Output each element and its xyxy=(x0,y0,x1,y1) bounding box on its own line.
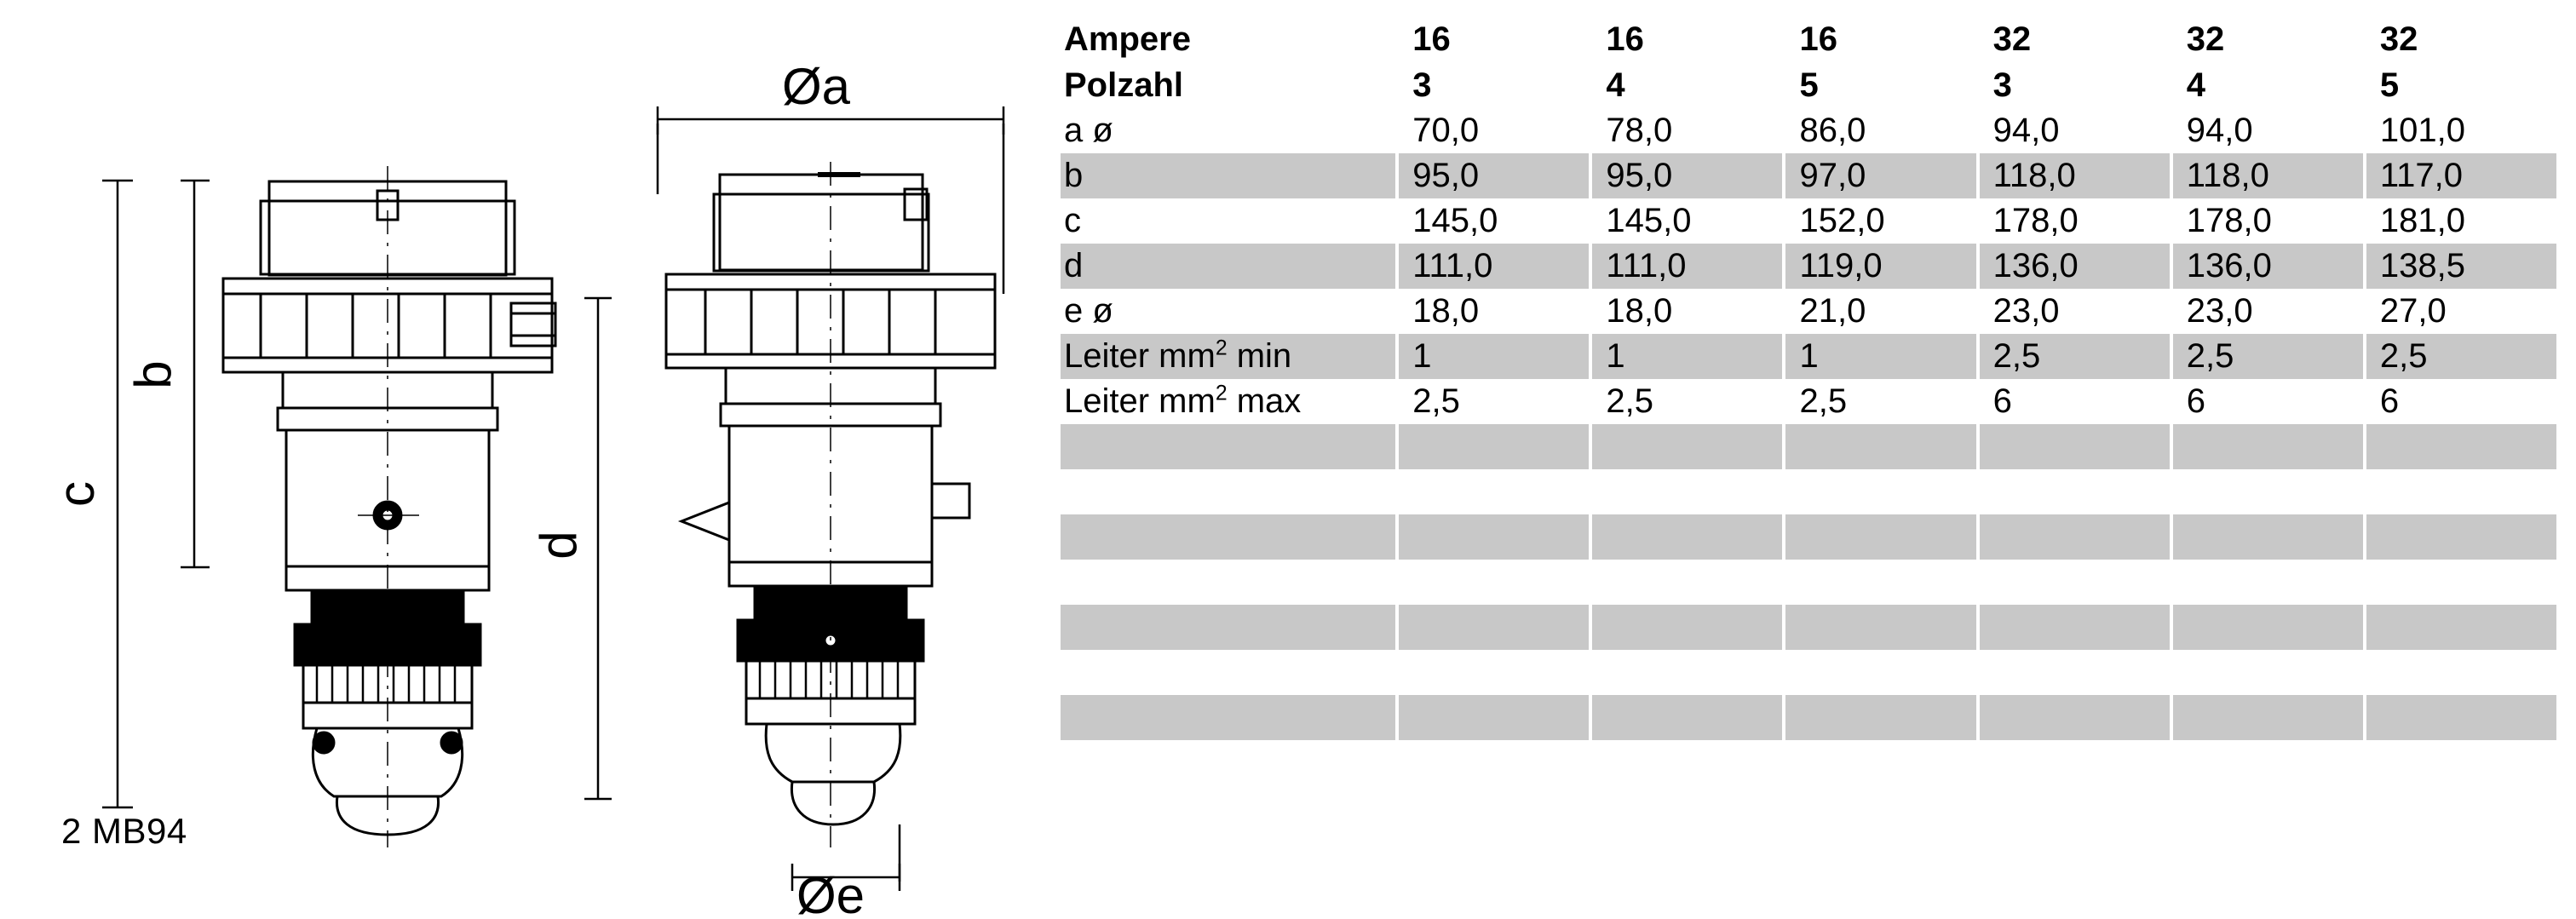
cell xyxy=(1784,424,1977,469)
cell xyxy=(2365,560,2558,605)
cell xyxy=(1978,469,2171,514)
cell: 2,5 xyxy=(2171,334,2365,379)
label-dimension-d: d xyxy=(530,531,587,560)
row-label: e ø xyxy=(1061,289,1397,334)
cell: 2,5 xyxy=(1590,379,1784,424)
cell xyxy=(1978,424,2171,469)
cell: 1 xyxy=(1784,334,1977,379)
row-label-text: Leiter $mm^2$ min xyxy=(1064,336,1292,375)
table-row xyxy=(1061,514,2558,560)
cell: 145,0 xyxy=(1397,198,1590,244)
row-label xyxy=(1061,469,1397,514)
row-label: b xyxy=(1061,153,1397,198)
table-row xyxy=(1061,153,2558,198)
row-label: a ø xyxy=(1061,108,1397,153)
cell xyxy=(2365,424,2558,469)
label-dimension-a: Øa xyxy=(781,58,851,115)
cell xyxy=(1397,650,1590,695)
cell xyxy=(1978,514,2171,560)
cell: 18,0 xyxy=(1397,289,1590,334)
table-row xyxy=(1061,108,2558,153)
cell: 78,0 xyxy=(1590,108,1784,153)
cell: 16 xyxy=(1784,15,1977,63)
row-label: d xyxy=(1061,244,1397,289)
cell: 3 xyxy=(1978,63,2171,108)
row-label xyxy=(1061,514,1397,560)
cell: 21,0 xyxy=(1784,289,1977,334)
cell: 27,0 xyxy=(2365,289,2558,334)
cell: 2,5 xyxy=(1397,379,1590,424)
cell: 94,0 xyxy=(2171,108,2365,153)
cell: 32 xyxy=(1978,15,2171,63)
dimension-c xyxy=(102,181,256,807)
table-row-ampere xyxy=(1061,15,2558,63)
cell: 95,0 xyxy=(1397,153,1590,198)
cell xyxy=(1590,514,1784,560)
cell: 95,0 xyxy=(1590,153,1784,198)
row-label xyxy=(1061,334,1397,379)
cell: 6 xyxy=(2171,379,2365,424)
table-row xyxy=(1061,650,2558,695)
cell xyxy=(2365,605,2558,650)
cell xyxy=(1397,695,1590,740)
cell xyxy=(1784,514,1977,560)
table-row xyxy=(1061,605,2558,650)
cell: 2,5 xyxy=(1978,334,2171,379)
cell xyxy=(2171,469,2365,514)
cell: 181,0 xyxy=(2365,198,2558,244)
connector-technical-drawing xyxy=(0,0,1056,919)
label-dimension-b: b xyxy=(124,360,181,389)
cell: 32 xyxy=(2365,15,2558,63)
cell xyxy=(2171,605,2365,650)
cell: 117,0 xyxy=(2365,153,2558,198)
cell xyxy=(1784,469,1977,514)
dimension-d xyxy=(584,298,612,799)
row-label: Polzahl xyxy=(1061,63,1397,108)
cell xyxy=(2171,514,2365,560)
cell: 18,0 xyxy=(1590,289,1784,334)
cell: 4 xyxy=(2171,63,2365,108)
cell: 111,0 xyxy=(1590,244,1784,289)
label-dimension-c: c xyxy=(48,481,105,507)
cell xyxy=(1978,560,2171,605)
cell xyxy=(1590,560,1784,605)
row-label xyxy=(1061,424,1397,469)
cell: 32 xyxy=(2171,15,2365,63)
table-row xyxy=(1061,695,2558,740)
cell xyxy=(1590,695,1784,740)
cell xyxy=(2171,424,2365,469)
cell: 4 xyxy=(1590,63,1784,108)
cell xyxy=(2171,650,2365,695)
cell: 97,0 xyxy=(1784,153,1977,198)
cell: 136,0 xyxy=(2171,244,2365,289)
cell xyxy=(1397,424,1590,469)
cell xyxy=(1397,469,1590,514)
cell: 2,5 xyxy=(2365,334,2558,379)
row-label xyxy=(1061,379,1397,424)
cell: 136,0 xyxy=(1978,244,2171,289)
cell xyxy=(2365,514,2558,560)
table-row xyxy=(1061,289,2558,334)
row-label xyxy=(1061,650,1397,695)
cell: 152,0 xyxy=(1784,198,1977,244)
table-body xyxy=(1061,15,2558,740)
specification-table xyxy=(1061,15,2560,740)
cell xyxy=(1784,560,1977,605)
cell: 16 xyxy=(1590,15,1784,63)
cell: 6 xyxy=(2365,379,2558,424)
cell: 118,0 xyxy=(2171,153,2365,198)
cell xyxy=(1590,424,1784,469)
cell: 1 xyxy=(1397,334,1590,379)
drawing-caption: 2 MB94 xyxy=(61,811,187,851)
cell: 178,0 xyxy=(1978,198,2171,244)
cell: 6 xyxy=(1978,379,2171,424)
table-row xyxy=(1061,379,2558,424)
table-row xyxy=(1061,198,2558,244)
cell: 111,0 xyxy=(1397,244,1590,289)
row-label: c xyxy=(1061,198,1397,244)
cell xyxy=(1978,605,2171,650)
table-row-polzahl xyxy=(1061,63,2558,108)
row-label xyxy=(1061,695,1397,740)
cell: 5 xyxy=(1784,63,1977,108)
cell xyxy=(2171,560,2365,605)
cell xyxy=(1590,469,1784,514)
cell: 3 xyxy=(1397,63,1590,108)
table-row xyxy=(1061,334,2558,379)
specification-table-container xyxy=(1061,15,2560,906)
row-label xyxy=(1061,605,1397,650)
cell xyxy=(2365,469,2558,514)
cell: 178,0 xyxy=(2171,198,2365,244)
cell xyxy=(2365,695,2558,740)
cell: 1 xyxy=(1590,334,1784,379)
cell xyxy=(1784,605,1977,650)
cell: 23,0 xyxy=(2171,289,2365,334)
cell xyxy=(1397,514,1590,560)
row-label-text: Leiter $mm^2$ max xyxy=(1064,382,1302,420)
cell xyxy=(2171,695,2365,740)
row-label xyxy=(1061,560,1397,605)
cell: 101,0 xyxy=(2365,108,2558,153)
cell xyxy=(1978,650,2171,695)
cell xyxy=(1590,605,1784,650)
label-dimension-e: Øe xyxy=(796,867,865,919)
cell xyxy=(2365,650,2558,695)
cell: 119,0 xyxy=(1784,244,1977,289)
table-row xyxy=(1061,469,2558,514)
cell xyxy=(1397,605,1590,650)
cell: 86,0 xyxy=(1784,108,1977,153)
cell xyxy=(1397,560,1590,605)
cell: 94,0 xyxy=(1978,108,2171,153)
cell: 23,0 xyxy=(1978,289,2171,334)
row-label: Ampere xyxy=(1061,15,1397,63)
cell: 118,0 xyxy=(1978,153,2171,198)
cell: 138,5 xyxy=(2365,244,2558,289)
drawing-area xyxy=(0,0,1056,919)
table-row xyxy=(1061,244,2558,289)
cell: 145,0 xyxy=(1590,198,1784,244)
cell: 5 xyxy=(2365,63,2558,108)
table-row xyxy=(1061,424,2558,469)
dimension-b xyxy=(181,181,210,567)
table-row xyxy=(1061,560,2558,605)
cell xyxy=(1784,695,1977,740)
cell: 16 xyxy=(1397,15,1590,63)
cell: 2,5 xyxy=(1784,379,1977,424)
cell: 70,0 xyxy=(1397,108,1590,153)
cell xyxy=(1784,650,1977,695)
cell xyxy=(1590,650,1784,695)
cell xyxy=(1978,695,2171,740)
